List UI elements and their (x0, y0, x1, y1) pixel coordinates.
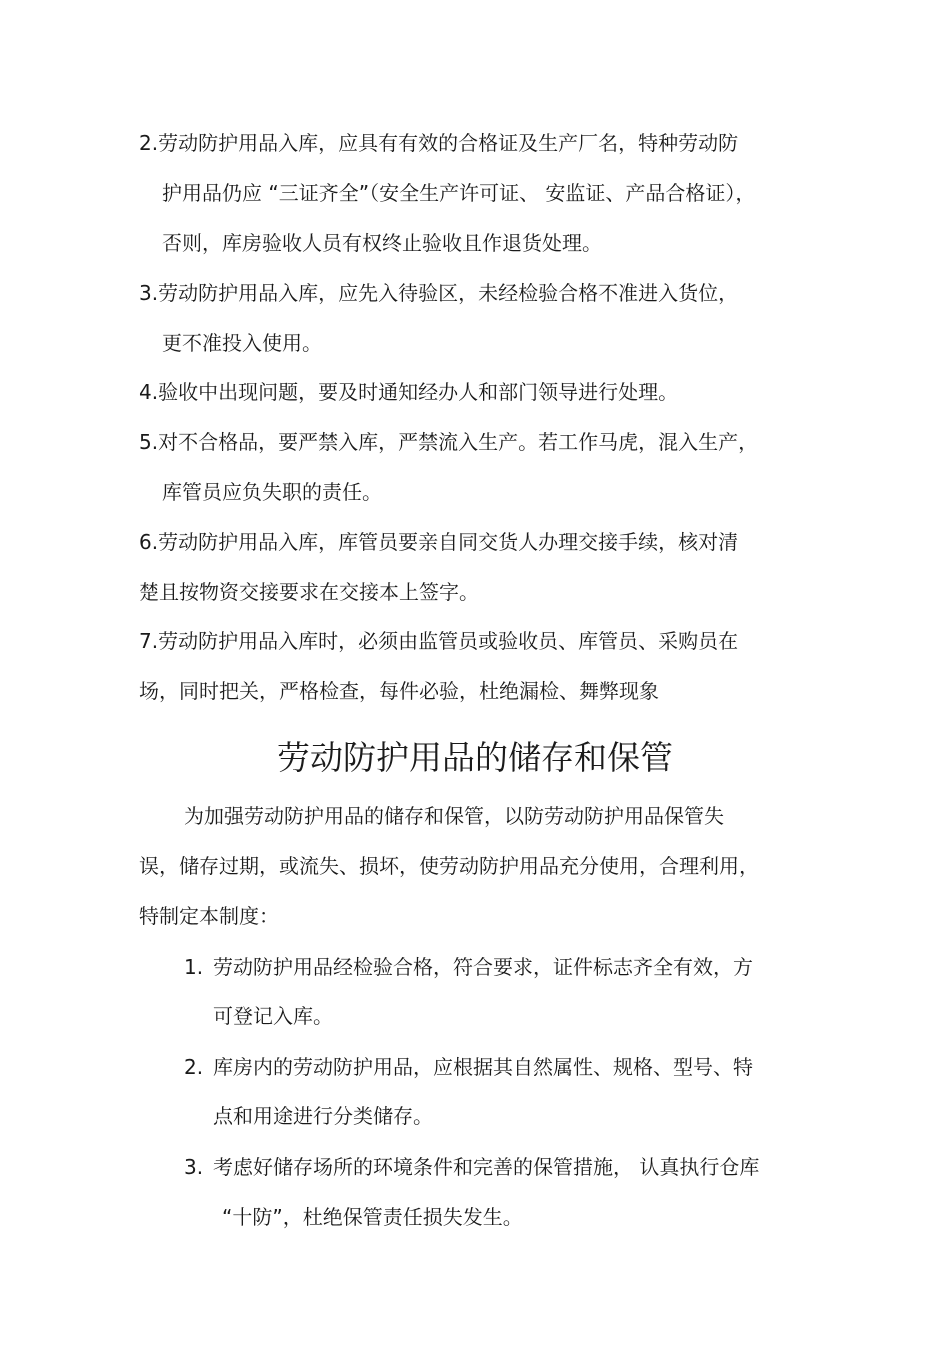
item-2-line-1: 2.劳动防护用品入库，应具有有效的合格证及生产厂名，特种劳动防 (139, 131, 739, 155)
item-3-line-2: 更不准投入使用。 (162, 331, 322, 355)
item-4-line-1: 4.验收中出现问题，要及时通知经办人和部门领导进行处理。 (139, 380, 679, 404)
list-item-2-line-1: 库房内的劳动防护用品，应根据其自然属性、规格、型号、特 (213, 1055, 753, 1079)
intro-line-2: 误，储存过期，或流失、损坏，使劳动防护用品充分使用，合理利用， (139, 854, 759, 878)
item-5-line-2: 库管员应负失职的责任。 (162, 480, 382, 504)
item-2-line-3: 否则，库房验收人员有权终止验收且作退货处理。 (162, 231, 602, 255)
section-title: 劳动防护用品的储存和保管 (277, 738, 673, 777)
item-6-line-1: 6.劳动防护用品入库，库管员要亲自同交货人办理交接手续，核对清 (139, 530, 739, 554)
list-item-3-line-2: “十防”，杜绝保管责任损失发生。 (222, 1205, 523, 1229)
list-item-2-number: 2. (184, 1055, 204, 1079)
list-item-1-number: 1. (184, 955, 204, 979)
item-5-line-1: 5.对不合格品，要严禁入库，严禁流入生产。若工作马虎，混入生产， (139, 430, 759, 454)
list-item-2-line-2: 点和用途进行分类储存。 (213, 1104, 433, 1128)
item-3-line-1: 3.劳动防护用品入库，应先入待验区，未经检验合格不准进入货位， (139, 281, 739, 305)
item-6-line-2: 楚且按物资交接要求在交接本上签字。 (139, 580, 479, 604)
list-item-1-line-1: 劳动防护用品经检验合格，符合要求，证件标志齐全有效，方 (213, 955, 753, 979)
item-2-line-2: 护用品仍应 “三证齐全”（安全生产许可证、 安监证、产品合格证）， (162, 181, 756, 205)
list-item-3-number: 3. (184, 1155, 204, 1179)
list-item-3-line-1: 考虑好储存场所的环境条件和完善的保管措施， 认真执行仓库 (213, 1155, 760, 1179)
item-7-line-1: 7.劳动防护用品入库时，必须由监管员或验收员、库管员、采购员在 (139, 629, 739, 653)
intro-line-1: 为加强劳动防护用品的储存和保管，以防劳动防护用品保管失 (184, 804, 724, 828)
list-item-1-line-2: 可登记入库。 (213, 1004, 333, 1028)
intro-line-3: 特制定本制度： (139, 904, 279, 928)
item-7-line-2: 场，同时把关，严格检查，每件必验，杜绝漏检、舞弊现象 (139, 679, 659, 703)
